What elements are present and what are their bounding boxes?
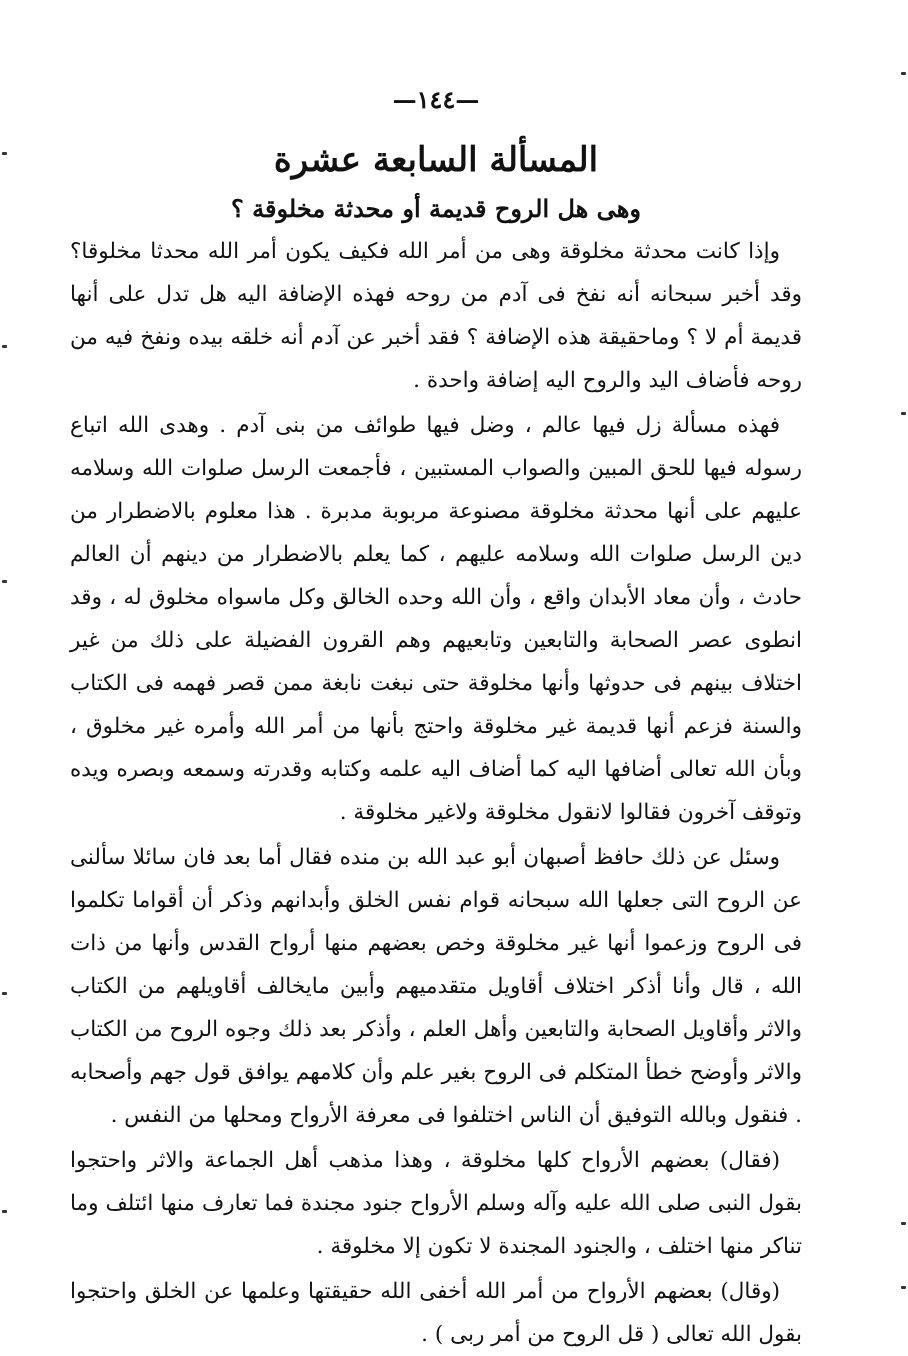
margin-mark — [2, 345, 7, 348]
margin-mark — [2, 992, 7, 995]
paragraph-2: فهذه مسألة زل فيها عالم ، وضل فيها طوائف من بنى آدم . وهدى الله اتباع رسوله فيها للحق المبين والصواب المستبين ، فأجمعت الرسل صلوات الله وسلامه عليهم على أنها محدثة مخلوقة مصنوعة مربوبة مدبرة . هذا معلوم بالاضطرار من دين الرسل صلوات الله وسلامه عليهم ، كما يعلم بالاضطرار من دينهم أن العالم حادث ، وأن معاد الأبدان واقع ، وأن الله وحده الخالق وكل ماسواه مخلوق له ، وقد انطوى عصر الصحابة والتابعين وتابعيهم وهم القرون الفضيلة على ذلك من غير اختلاف بينهم فى حدوثها وأنها مخلوقة حتى نبغت نابغة ممن قصر فهمه فى الكتاب والسنة فزعم أنها قديمة غير مخلوقة واحتج بأنها من أمر الله وأمره غير مخلوق ، وبأن الله تعالى أضافها اليه كما أضاف اليه علمه وكتابه وقدرته وسمعه وبصره ويده وتوقف آخرون فقالوا لانقول مخلوقة ولاغير مخلوقة . — [70, 413, 802, 825]
chapter-title: المسألة السابعة عشرة — [273, 140, 599, 180]
paragraph-3: وسئل عن ذلك حافظ أصبهان أبو عبد الله بن منده فقال أما بعد فان سائلا سألنى عن الروح التى جعلها الله سبحانه قوام نفس الخلق وأبدانهم وذكر أن أقواما تكلموا فى الروح وزعموا أنها غير مخلوقة وخص بعضهم منها أرواح القدس وأنها من ذات الله ، قال وأنا أذكر اختلاف أقاويل متقدميهم وأبين مايخالف أقاويلهم من الكتاب والاثر وأقاويل الصحابة والتابعين وأهل العلم ، وأذكر بعد ذلك وجوه الروح من الكتاب والاثر وأوضح خطأ المتكلم فى الروح بغير علم وأن كلامهم يوافق قول جهم وأصحابه . فنقول وبالله التوفيق أن الناس اختلفوا فى معرفة الأرواح ومحلها من النفس . — [70, 845, 802, 1128]
page-number: —١٤٤— — [392, 85, 480, 114]
margin-mark — [901, 72, 906, 75]
margin-mark — [901, 1222, 906, 1225]
paragraph-5: (وقال) بعضهم الأرواح من أمر الله أخفى الله حقيقتها وعلمها عن الخلق واحتجوا بقول الله تعالى ( قل الروح من أمر ربى ) . — [70, 1279, 802, 1347]
paragraph-1: وإذا كانت محدثة مخلوقة وهى من أمر الله فكيف يكون أمر الله محدثا مخلوقا؟ وقد أخبر سبحانه أنه نفخ فى آدم من روحه فهذه الإضافة اليه هل تدل على أنها قديمة أم لا ؟ وماحقيقة هذه الإضافة ؟ فقد أخبر عن آدم أنه خلقه بيده ونفخ فيه من روحه فأضاف اليد والروح اليه إضافة واحدة . — [70, 239, 802, 393]
chapter-subtitle: وهى هل الروح قديمة أو محدثة مخلوقة ؟ — [231, 194, 641, 223]
paragraph-4: (فقال) بعضهم الأرواح كلها مخلوقة ، وهذا مذهب أهل الجماعة والاثر واحتجوا بقول النبى صلى الله عليه وآله وسلم الأرواح جنود مجندة فما تعارف منها ائتلف وما تناكر منها اختلف ، والجنود المجندة لا تكون إلا مخلوقة . — [70, 1148, 802, 1259]
margin-mark — [901, 1286, 906, 1289]
margin-mark — [2, 152, 7, 155]
margin-mark — [901, 412, 906, 415]
margin-mark — [2, 580, 7, 583]
margin-mark — [2, 1210, 7, 1213]
book-page — [70, 80, 802, 1347]
